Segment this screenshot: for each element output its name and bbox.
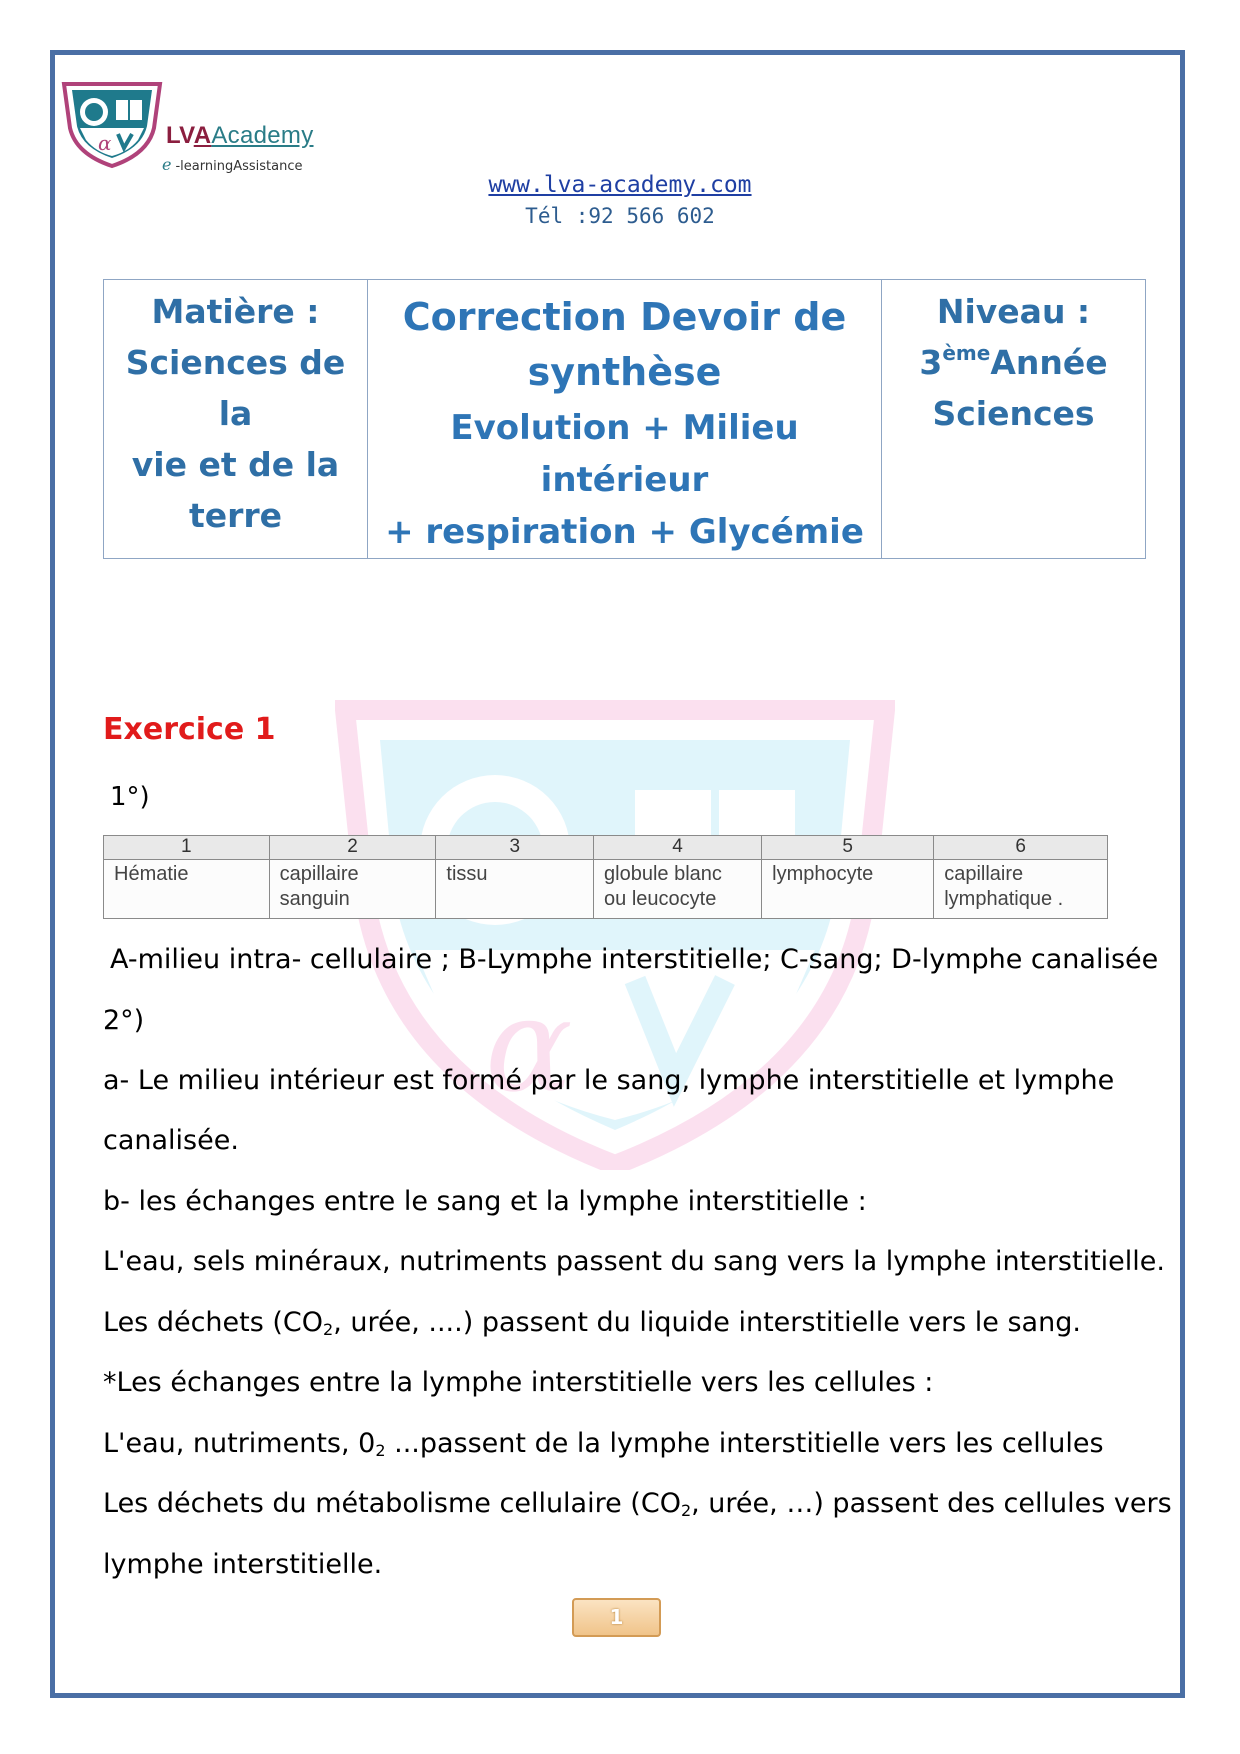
title-line: synthèse xyxy=(527,350,722,394)
exercise-title: Exercice 1 xyxy=(103,712,276,747)
level-sup: ème xyxy=(942,341,991,365)
paragraph-c-line2: Les déchets du métabolisme cellulaire ($CO_2$, urée, …) passent des cellules vers xyxy=(103,1488,1172,1520)
brand-academy: Academy xyxy=(211,122,314,149)
answer-number: 5 xyxy=(762,836,934,860)
brand-name xyxy=(166,122,314,150)
header-info-table xyxy=(103,279,1146,559)
answer-cell: globule blanc ou leucocyte xyxy=(594,860,762,919)
paragraph-a-line1: a- Le milieu intérieur est formé par le sang, lymphe interstitielle et lymphe xyxy=(103,1065,1115,1096)
answer-number: 3 xyxy=(436,836,594,860)
question-1-label: 1°) xyxy=(110,782,150,812)
subject-line: terre xyxy=(188,496,283,535)
answer-table-header xyxy=(104,836,1108,860)
svg-text:α: α xyxy=(98,131,112,155)
watermark-logo xyxy=(335,700,895,1170)
subtitle-line: Evolution + Milieu intérieur xyxy=(450,408,799,500)
answer-cell: lymphocyte xyxy=(762,860,934,919)
subject-line: Matière : xyxy=(151,292,320,331)
answer-number: 4 xyxy=(594,836,762,860)
level-year xyxy=(882,337,1145,388)
paragraph-milieux: A-milieu intra- cellulaire ; B-Lymphe interstitielle; C-sang; D-lymphe canalisée xyxy=(110,944,1159,975)
website-link[interactable]: www.lva-academy.com xyxy=(488,172,752,198)
paragraph-c-line3: lymphe interstitielle. xyxy=(103,1549,383,1580)
brand-a: A xyxy=(193,122,212,149)
phone-number: Tél :92 566 602 xyxy=(525,204,715,228)
answer-table-row xyxy=(104,860,1108,919)
answer-cell: capillaire lymphatique . xyxy=(934,860,1108,919)
document-title xyxy=(368,290,881,400)
paragraph-b-line2: Les déchets ($CO_2$, urée, ....) passent du liquide interstitielle vers le sang. xyxy=(103,1307,1081,1339)
level-year-word: Année xyxy=(990,343,1108,382)
title-line: Correction Devoir de xyxy=(402,295,847,339)
answer-cell: capillaire sanguin xyxy=(269,860,436,919)
answer-cell: tissu xyxy=(436,860,594,919)
answer-number: 2 xyxy=(269,836,436,860)
answer-number: 1 xyxy=(104,836,270,860)
level-num: 3 xyxy=(919,343,943,382)
paragraph-b-heading: b- les échanges entre le sang et la lymphe interstitielle : xyxy=(103,1186,867,1217)
svg-text:α: α xyxy=(485,969,573,1121)
title-cell xyxy=(368,280,882,559)
tagline-text: -learningAssistance xyxy=(175,159,303,174)
question-2-label: 2°) xyxy=(103,1005,145,1036)
answer-cell: Hématie xyxy=(104,860,270,919)
subject-cell xyxy=(104,280,368,559)
subject-line: vie et de la xyxy=(131,445,340,484)
paragraph-c-heading: *Les échanges entre la lymphe interstitielle vers les cellules : xyxy=(103,1367,934,1398)
level-cell xyxy=(882,280,1146,559)
paragraph-c-line1: L'eau, nutriments, $0_2$ ...passent de la lymphe interstitielle vers les cellules xyxy=(103,1428,1104,1460)
document-subtitle xyxy=(368,402,881,558)
tagline-e: e xyxy=(162,155,172,174)
level-section: Sciences xyxy=(932,394,1095,433)
subtitle-line: + respiration + Glycémie xyxy=(385,512,864,552)
lva-academy-logo xyxy=(58,78,166,170)
page-number: 1 xyxy=(572,1598,661,1637)
answer-number: 6 xyxy=(934,836,1108,860)
answer-table xyxy=(103,835,1108,919)
subject-line: Sciences de la xyxy=(125,343,346,433)
level-label: Niveau : xyxy=(936,292,1091,331)
paragraph-a-line2: canalisée. xyxy=(103,1125,239,1156)
paragraph-b-line1: L'eau, sels minéraux, nutriments passent du sang vers la lymphe interstitielle. xyxy=(103,1246,1165,1277)
brand-lv: LV xyxy=(166,122,194,149)
